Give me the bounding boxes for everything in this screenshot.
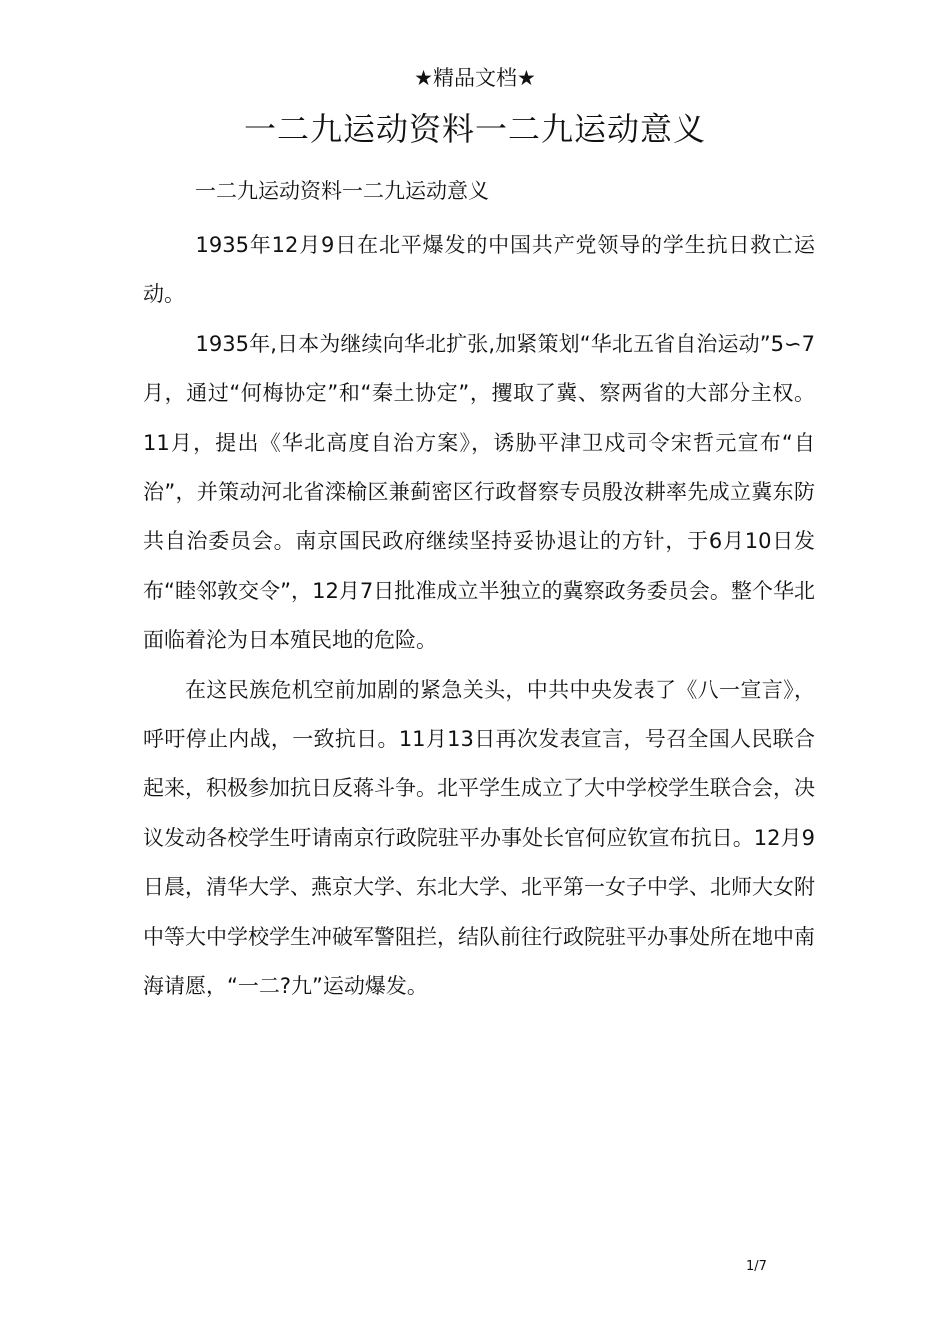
document-banner: ★精品文档★	[414, 66, 536, 90]
document-body	[143, 221, 815, 1012]
paragraph-1: 1935年12月9日在北平爆发的中国共产党领导的学生抗日救亡运动。	[143, 233, 815, 307]
document-subtitle: 一二九运动资料一二九运动意义	[195, 179, 489, 203]
document-title: 一二九运动资料一二九运动意义	[243, 110, 706, 148]
paragraph-2: 1935年,日本为继续向华北扩张,加紧策划“华北五省自治运动”5∽7月，通过“何梅协定”和“秦土协定”，攫取了冀、察两省的大部分主权。11月，提出《华北高度自治方案》，诱胁平津卫戍司令宋哲元宣布“自治”，并策动河北省滦榆区兼蓟密区行政督察专员殷汝耕率先成立冀东防共自治委员会。南京国民政府继续坚持妥协退让的方针，于6月10日发布“睦邻敦交令”，12月7日批准成立半独立的冀察政务委员会。整个华北面临着沦为日本殖民地的危险。	[143, 331, 815, 653]
paragraph-3: 在这民族危机空前加剧的紧急关头，中共中央发表了《八一宣言》，呼吁停止内战，一致抗日。11月13日再次发表宣言，号召全国人民联合起来，积极参加抗日反蒋斗争。北平学生成立了大中学校学生联合会，决议发动各校学生吁请南京行政院驻平办事处长官何应钦宣布抗日。12月9日晨，清华大学、燕京大学、东北大学、北平第一女子中学、北师大女附中等大中学校学生冲破军警阻拦，结队前往行政院驻平办事处所在地中南海请愿，“一二?九”运动爆发。	[143, 677, 815, 999]
page-number: 1/7	[746, 1259, 767, 1274]
